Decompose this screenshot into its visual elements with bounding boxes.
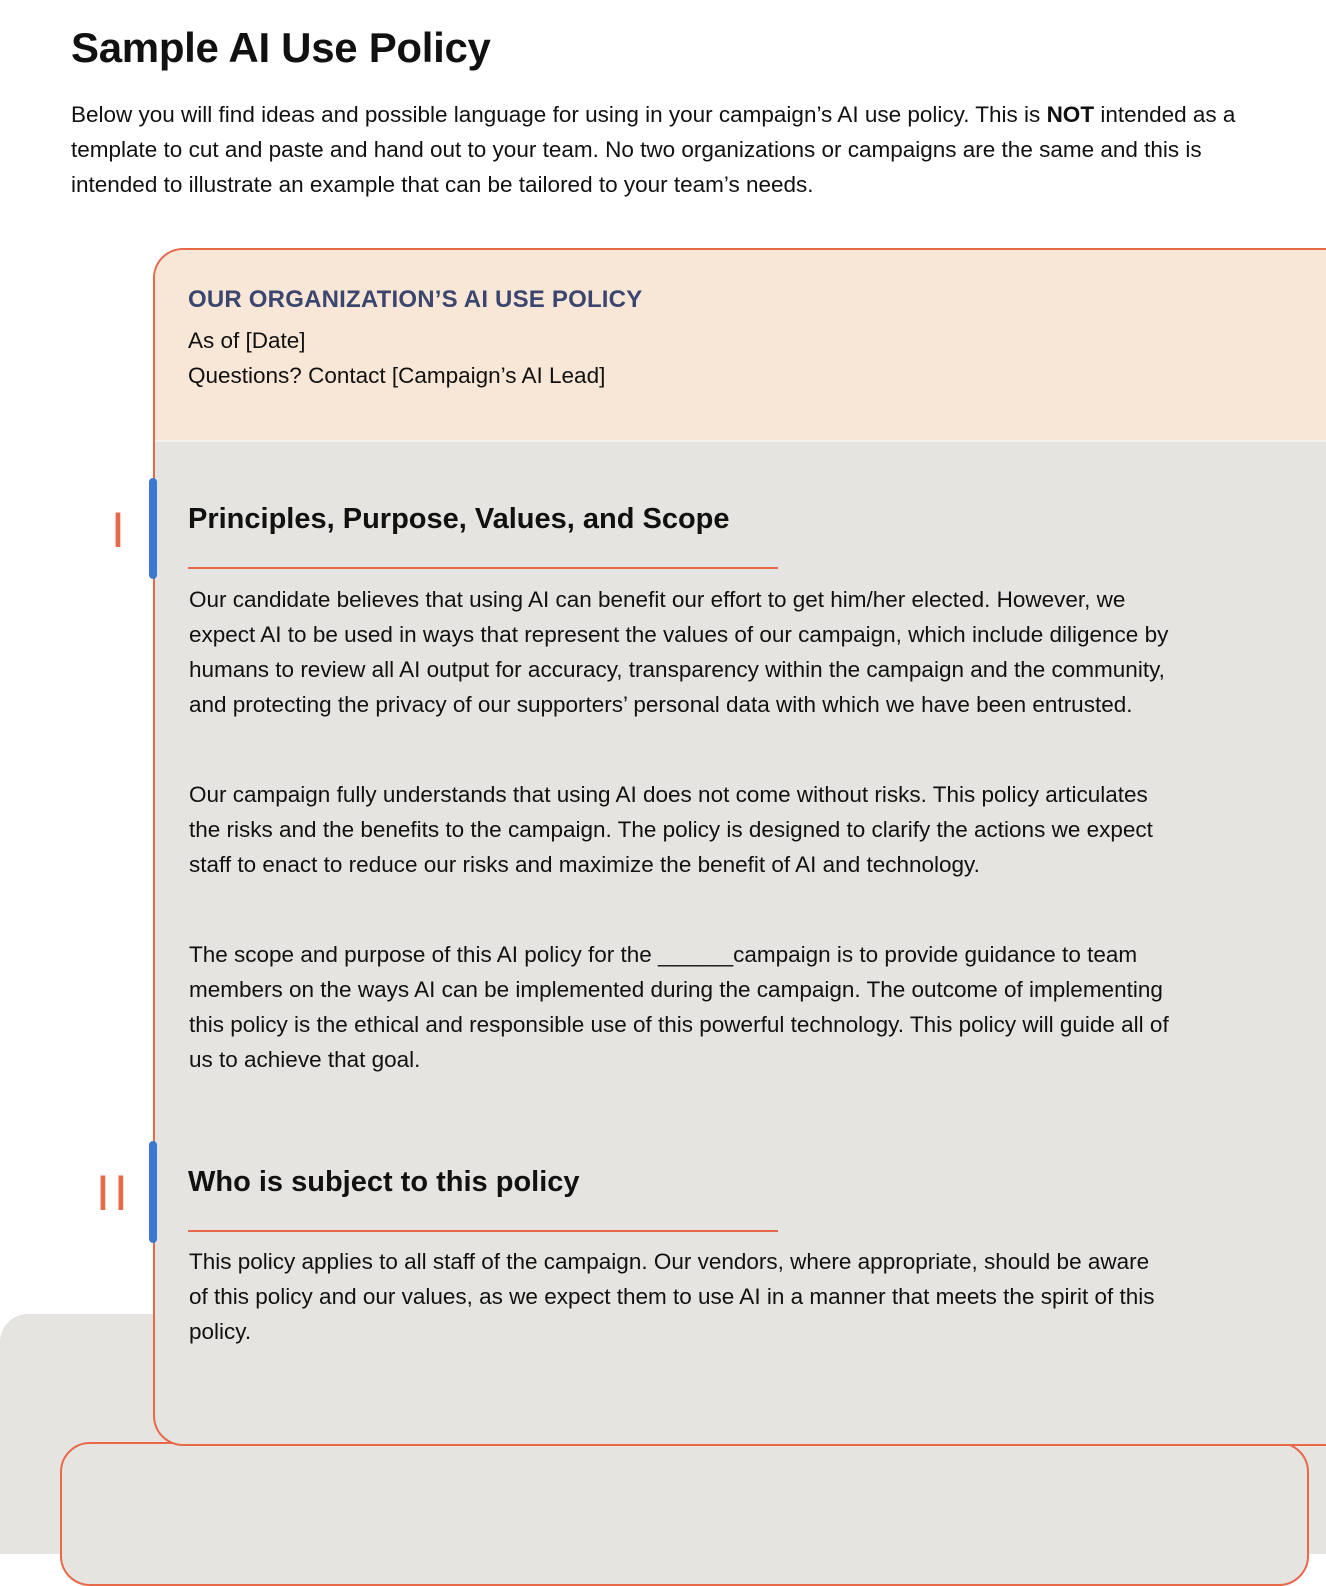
section-marker-bar-2 — [149, 1141, 157, 1243]
next-policy-card — [60, 1442, 1309, 1586]
section-heading-2: Who is subject to this policy — [188, 1166, 580, 1198]
intro-text-end: intended as a template to cut and paste and hand out to your team. No two organizations or campaigns are the same and this is intended to illustrate an example that can be tailored to your team’s needs. — [71, 102, 1236, 197]
section-1-paragraph: Our campaign fully understands that using AI does not come without risks. This policy articulates the risks and the benefits to the campaign. The policy is designed to clarify the actions we expect staff to enact to reduce our risks and maximize the benefit of AI and technology. — [189, 782, 1153, 877]
section-heading-1: Principles, Purpose, Values, and Scope — [188, 503, 730, 535]
section-marker-bar-1 — [149, 478, 157, 579]
section-1-paragraph: Our candidate believes that using AI can benefit our effort to get him/her elected. However, we expect AI to be used in ways that represent the values of our campaign, which include diligence by humans to review all AI output for accuracy, transparency within the campaign and the community, and protecting the privacy of our supporters’ personal data with which we have been entrusted. — [189, 587, 1169, 717]
policy-label: OUR ORGANIZATION’S AI USE POLICY — [188, 286, 643, 313]
policy-contact: Questions? Contact [Campaign’s AI Lead] — [188, 363, 606, 388]
policy-as-of: As of [Date] — [188, 328, 306, 353]
section-numeral-2: II — [96, 1165, 132, 1221]
section-1-paragraph: The scope and purpose of this AI policy for the ______campaign is to provide guidance to team members on the ways AI can be implemented during the campaign. The outcome of implementing this policy is the ethical and responsible use of this powerful technology. This policy will guide all of us to achieve that goal. — [189, 942, 1169, 1072]
section-rule-1 — [188, 567, 778, 569]
intro-paragraph — [71, 97, 1271, 202]
page-title: Sample AI Use Policy — [71, 24, 491, 71]
policy-header — [155, 250, 1326, 442]
intro-text-start: Below you will find ideas and possible language for using in your campaign’s AI use policy. This is — [71, 102, 1047, 127]
section-rule-2 — [188, 1230, 778, 1232]
intro-emphasis: NOT — [1046, 102, 1095, 127]
section-2-paragraph: This policy applies to all staff of the campaign. Our vendors, where appropriate, should be aware of this policy and our values, as we expect them to use AI in a manner that meets the spirit of this policy. — [189, 1249, 1155, 1344]
section-numeral-1: I — [111, 502, 125, 558]
